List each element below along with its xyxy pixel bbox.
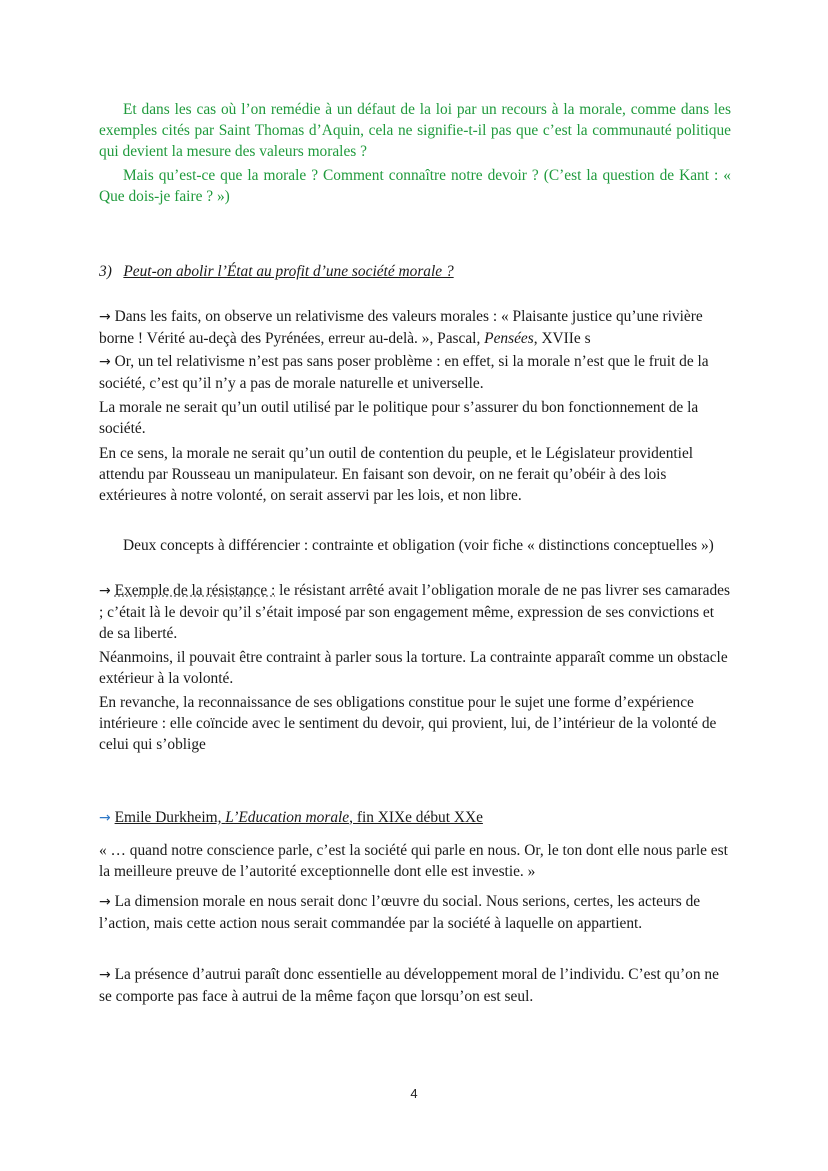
concepts-intro: Deux concepts à différencier : contrainte et obligation (voir fiche « distinctions conceptuelles »)	[123, 537, 714, 554]
relativism-point-2-text: Or, un tel relativisme n’est pas sans poser problème : en effet, si la morale n’est que le fruit de la société, c’est qu’il n’y a pas de morale naturelle et universelle.	[99, 353, 709, 392]
section-title: Peut-on abolir l’État au profit d’une société morale ?	[123, 263, 454, 280]
arrow-right-icon: →	[99, 354, 111, 370]
durkheim-quote: « … quand notre conscience parle, c’est la société qui parle en nous. Or, le ton dont elle nous parle est la meilleure preuve de l’autorité exceptionnelle dont elle est investie. »	[99, 842, 728, 880]
durkheim-point-2-text: La présence d’autrui paraît donc essentielle au développement moral de l’individu. C’est qu’on ne se comporte pas face à autrui de la même façon que lorsqu’on est seul.	[99, 966, 719, 1005]
en-revanche-paragraph: En revanche, la reconnaissance de ses obligations constitue pour le sujet une forme d’expérience intérieure : elle coïncide avec le sentiment du devoir, qui provient, lui, de l’intérieur de la volonté de celui qui s’oblige	[99, 694, 717, 753]
durkheim-reference	[99, 807, 731, 829]
resistance-example-label: Exemple de la résistance :	[114, 582, 276, 599]
relativism-paragraph-4: En ce sens, la morale ne serait qu’un outil de contention du peuple, et le Législateur providentiel attendu par Rousseau un manipulateur. En faisant son devoir, on ne ferait qu’obéir à des lois extérieures à notre volonté, on serait asservi par les lois, et non libre.	[99, 445, 694, 504]
neanmoins-paragraph: Néanmoins, il pouvait être contraint à parler sous la torture. La contrainte apparaît comme un obstacle extérieur à la volonté.	[99, 649, 728, 687]
durkheim-date: , fin XIXe début XXe	[349, 809, 483, 826]
page-number: 4	[410, 1086, 418, 1101]
durkheim-point-1-text: La dimension morale en nous serait donc l’œuvre du social. Nous serions, certes, les acteurs de l’action, mais cette action nous serait commandée par la société à laquelle on appartient.	[99, 893, 701, 932]
intro-paragraph-2: Mais qu’est-ce que la morale ? Comment connaître notre devoir ? (C’est la question de Kant : « Que dois-je faire ? »)	[99, 167, 731, 205]
arrow-right-icon: →	[99, 967, 111, 983]
arrow-right-icon: →	[99, 309, 111, 325]
relativism-point-1	[99, 306, 731, 349]
intro-paragraph-1: Et dans les cas où l’on remédie à un défaut de la loi par un recours à la morale, comme dans les exemples cités par Saint Thomas d’Aquin, cela ne signifie-t-il pas que c’est la communauté politique qui devient la mesure des valeurs morales ?	[99, 101, 731, 160]
relativism-point-2	[99, 351, 731, 394]
arrow-right-icon: →	[99, 894, 111, 910]
relativism-point-1-text: Dans les faits, on observe un relativisme des valeurs morales : « Plaisante justice qu’une rivière borne ! Vérité au-deçà des Pyrénées, erreur au-delà. », Pascal,	[99, 308, 703, 347]
durkheim-work-title: L’Education morale	[225, 809, 350, 826]
arrow-right-icon: →	[99, 810, 111, 826]
pascal-century: , XVIIe s	[533, 330, 591, 347]
resistance-example	[99, 580, 731, 644]
arrow-right-icon: →	[99, 583, 111, 599]
relativism-paragraph-3: La morale ne serait qu’un outil utilisé par le politique pour s’assurer du bon fonctionnement de la société.	[99, 399, 699, 437]
durkheim-point-1	[99, 891, 731, 934]
section-number: 3)	[99, 263, 112, 280]
section-heading	[99, 261, 731, 282]
durkheim-point-2	[99, 964, 731, 1007]
resistance-example-text: le résistant arrêté avait l’obligation morale de ne pas livrer ses camarades ; c’était là le devoir qu’il s’était imposé par son engagement même, expression de ses convictions et de sa liberté.	[99, 582, 730, 642]
pascal-work-title: Pensées	[484, 330, 534, 347]
durkheim-author: Emile Durkheim,	[114, 809, 226, 826]
